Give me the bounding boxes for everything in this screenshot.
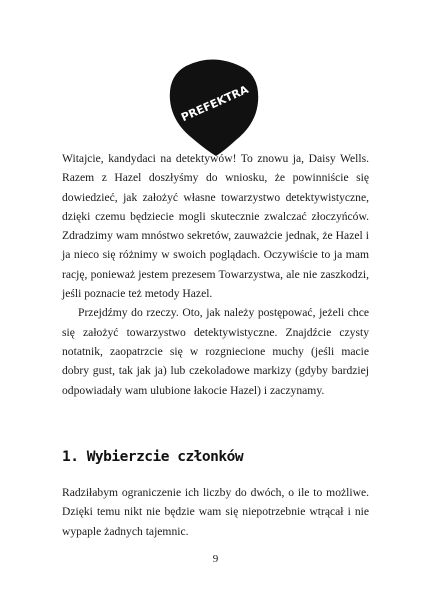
page-number: 9 — [212, 553, 219, 565]
badge-label: PREFEKTRA — [179, 82, 251, 125]
intro-paragraph-1: Witajcie, kandydaci na detektywów! To znowu ja, Daisy Wells. Razem z Hazel doszłyśmy do wniosku, że powinniście się dowiedzieć, jak założyć własne towarzystwo detektywistyczne, dzięki czemu będziecie mogli skutecznie zwalczać złoczyńców. Zdradzimy wam mnóstwo sekretów, zauważcie jednak, że Hazel i ja nieco się różnimy w swoich poglądach. Oczywiście to ja mam rację, ponieważ jestem prezesem Towarzystwa, ale nie zaszkodzi, jeśli poznacie też metody Hazel. — [62, 152, 369, 301]
section-text — [62, 483, 369, 541]
section-paragraph: Radziłabym ograniczenie ich liczby do dwóch, o ile to możliwe. Dzięki temu nikt nie będzie wam się niepotrzebnie wtrącał i nie wypaple żadnych tajemnic. — [62, 486, 369, 538]
intro-paragraph-2: Przejdźmy do rzeczy. Oto, jak należy postępować, jeżeli chce się założyć towarzystwo detektywistyczne. Znajdźcie czysty notatnik, zaopatrzcie się w rozgniecione muchy (jeśli macie dobry gust, tak jak ja) lub czekoladowe markizy (gdyby bardziej odpowiadały wam ulubione łakocie Hazel) i zaczynamy. — [62, 306, 369, 397]
section-heading: 1. Wybierzcie członków — [62, 449, 244, 465]
prefekt-badge-icon — [166, 54, 262, 158]
intro-text — [62, 149, 369, 400]
